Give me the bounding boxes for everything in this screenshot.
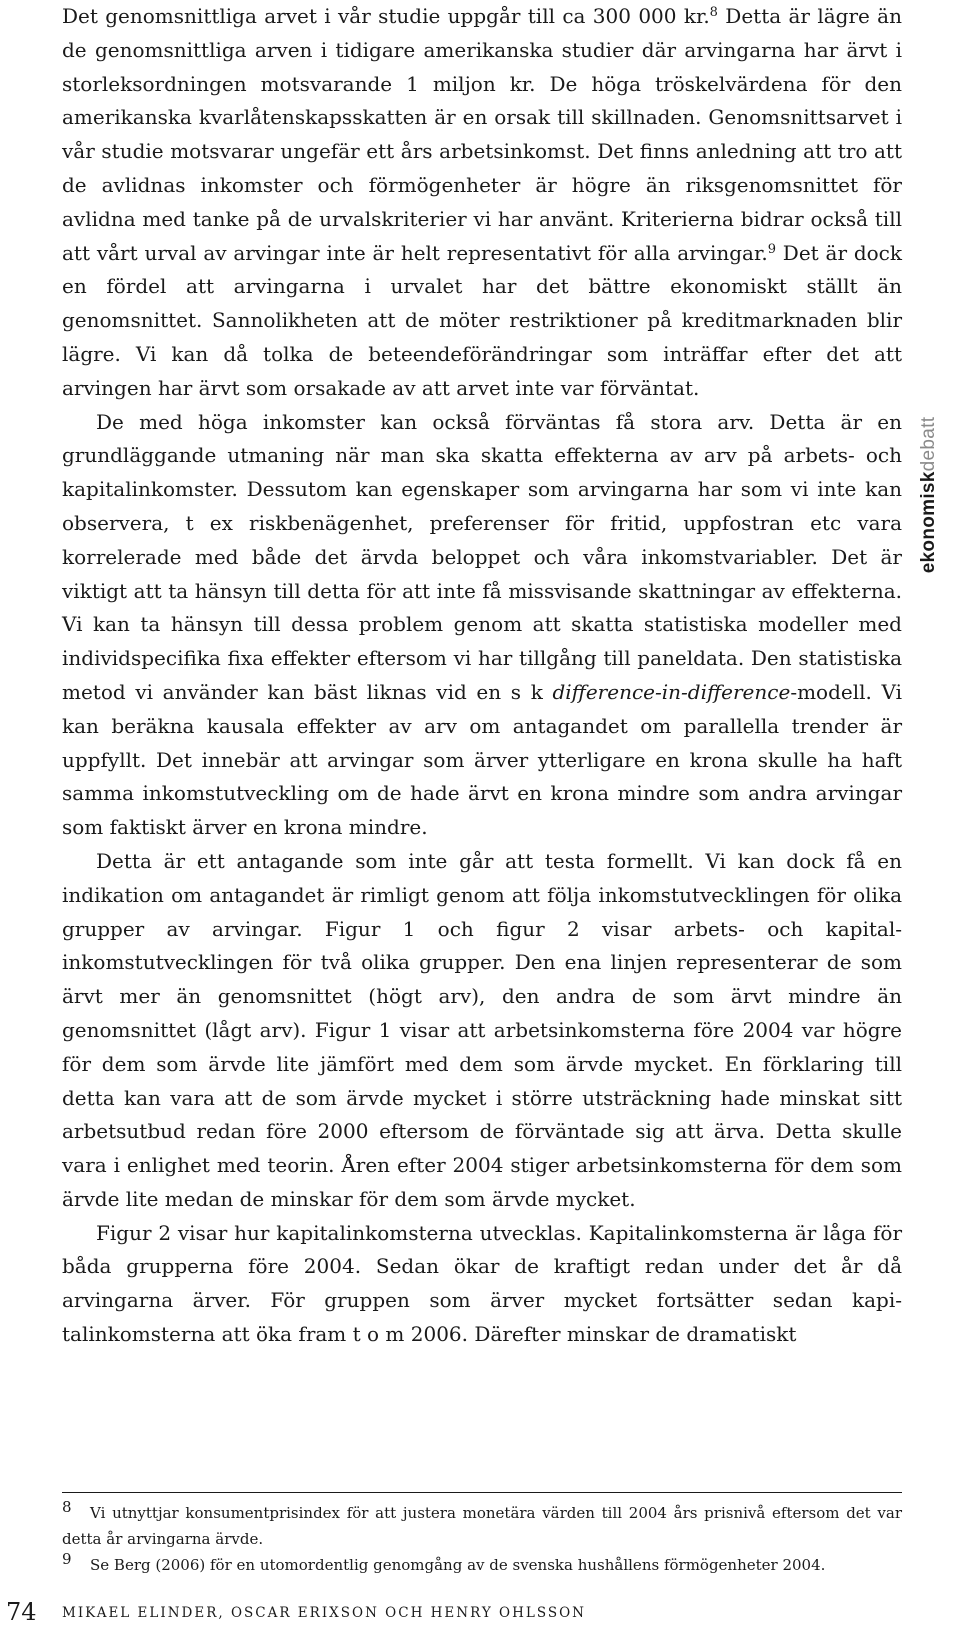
paragraph-4	[62, 1217, 902, 1352]
paragraph-2	[62, 406, 902, 845]
text-run: Detta är lägre än de genomsnittliga arven i tidigare amerikanska studier där arvingarna har ärvt i storleksordningen motsvarande 1 miljon kr. De höga tröskelvärdena för den amerikanska kvarlåtenskapsskatten är en orsak till skillnaden. Genomsnittsarvet i vår studie motsvarar ungefär ett års arbetsinkomst. Det finns anledning att tro att de avlidnas inkomster och förmögenheter är högre än riksgenomsnittet för avlidna med tanke på de urvalskriterier vi har använt. Kriterierna bidrar också till att vårt urval av arvingar inte är helt representativt för alla arvingar.	[62, 4, 902, 265]
footnote-text: Vi utnyttjar konsumentprisindex för att justera monetära värden till 2004 års prisnivå eftersom det var detta år arvingarna ärvde.	[62, 1504, 902, 1548]
footnote-text: Se Berg (2006) för en utomordentlig genomgång av de svenska hushållens förmögenheter 2004.	[90, 1556, 826, 1574]
text-run: Figur 2 visar hur kapitalinkomsterna utvecklas. Kapitalinkomsterna är låga för båda grupperna före 2004. Sedan ökar de kraftigt redan under det år då arvingarna ärver. För gruppen som ärver mycket fortsätter sedan kapitalinkomsterna att öka fram t o m 2006. Därefter minskar de dramatiskt	[62, 1220, 902, 1347]
footnote-ref-8: 8	[709, 5, 718, 20]
text-run: -modell. Vi kan beräkna kausala effekter av arv om antagandet om parallella trender är uppfyllt. Det innebär att arvingar som ärver ytterligare en krona skulle ha haft samma inkomstutveckling om de hade ärvt en krona mindre som andra arvingar som faktiskt ärver en krona mindre.	[62, 679, 902, 840]
footnote-8: 8 Vi utnyttjar konsumentprisindex för att justera monetära värden till 2004 års prisnivå eftersom det var detta år arvingarna ärvde.	[62, 1498, 902, 1548]
paragraph-1	[62, 0, 902, 406]
italic-term: difference-in-difference	[552, 679, 791, 704]
journal-logo-text	[918, 417, 940, 574]
side-label-strong: ekonomisk	[918, 471, 939, 574]
paragraph-3	[62, 845, 902, 1217]
text-run: Det genomsnittliga arvet i vår studie uppgår till ca 300 000 kr.	[62, 4, 710, 28]
footnote-divider	[62, 1492, 902, 1493]
text-run: Det är dock en fördel att arvingarna i urvalet har det bättre ekonomiskt ställt än genomsnittet. Sannolikheten att de möter restriktioner på kreditmarknaden blir lägre. Vi kan då tolka de beteendeförändringar som inträffar efter det att arvingen har ärvt som orsakade av att arvet inte var förväntat.	[62, 240, 902, 400]
main-text-column	[62, 0, 902, 1352]
footnotes	[62, 1500, 902, 1578]
side-label-light: debatt	[918, 416, 939, 472]
page-number: 74	[6, 1598, 37, 1626]
running-footer: MIKAEL ELINDER, OSCAR ERIXSON OCH HENRY OHLSSON	[62, 1605, 586, 1621]
article-body	[62, 0, 902, 1352]
text-run: De med höga inkomster kan också förväntas få stora arv. Detta är en grundläggande utmaning när man ska skatta effekterna av arv på arbets- och kapitalinkomster. Dessutom kan egenskaper som arvingarna har som vi inte kan observera, t ex riskbenägenhet, preferenser för fritid, uppfostran etc vara korrelerade med både det ärvda beloppet och våra inkomstvariabler. Det är viktigt att ta hänsyn till detta för att inte få missvisande skattningar av effekterna. Vi kan ta hänsyn till dessa problem genom att skatta statistiska modeller med individspecifika fixa effekter eftersom vi har tillgång till paneldata. Den statistiska metod vi använder kan bäst liknas vid en s k	[62, 409, 902, 704]
footnote-9: 9 Se Berg (2006) för en utomordentlig genomgång av de svenska hushållens förmögenheter 2004.	[62, 1550, 826, 1574]
text-run: Detta är ett antagande som inte går att testa formellt. Vi kan dock få en indikation om antagandet är rimligt genom att följa inkomstutvecklingen för olika grupper av arvingar. Figur 1 och figur 2 visar arbets- och kapitalinkomstutvecklingen för två olika grupper. Den ena linjen representerar de som ärvt mer än genomsnittet (högt arv), den andra de som ärvt mindre än genomsnittet (lågt arv). Figur 1 visar att arbetsinkomsterna före 2004 var högre för dem som ärvde lite jämfört med dem som ärvde mycket. En förklaring till detta kan vara att de som ärvde mycket i större utsträckning hade minskat sitt arbetsutbud redan före 2000 eftersom de förväntade sig att ärva. Detta skulle vara i enlighet med teorin. Åren efter 2004 stiger arbetsinkomsterna för dem som ärvde lite medan de minskar för dem som ärvde mycket.	[62, 848, 902, 1211]
footnote-ref-9: 9	[767, 241, 776, 257]
journal-side-label	[912, 395, 946, 595]
